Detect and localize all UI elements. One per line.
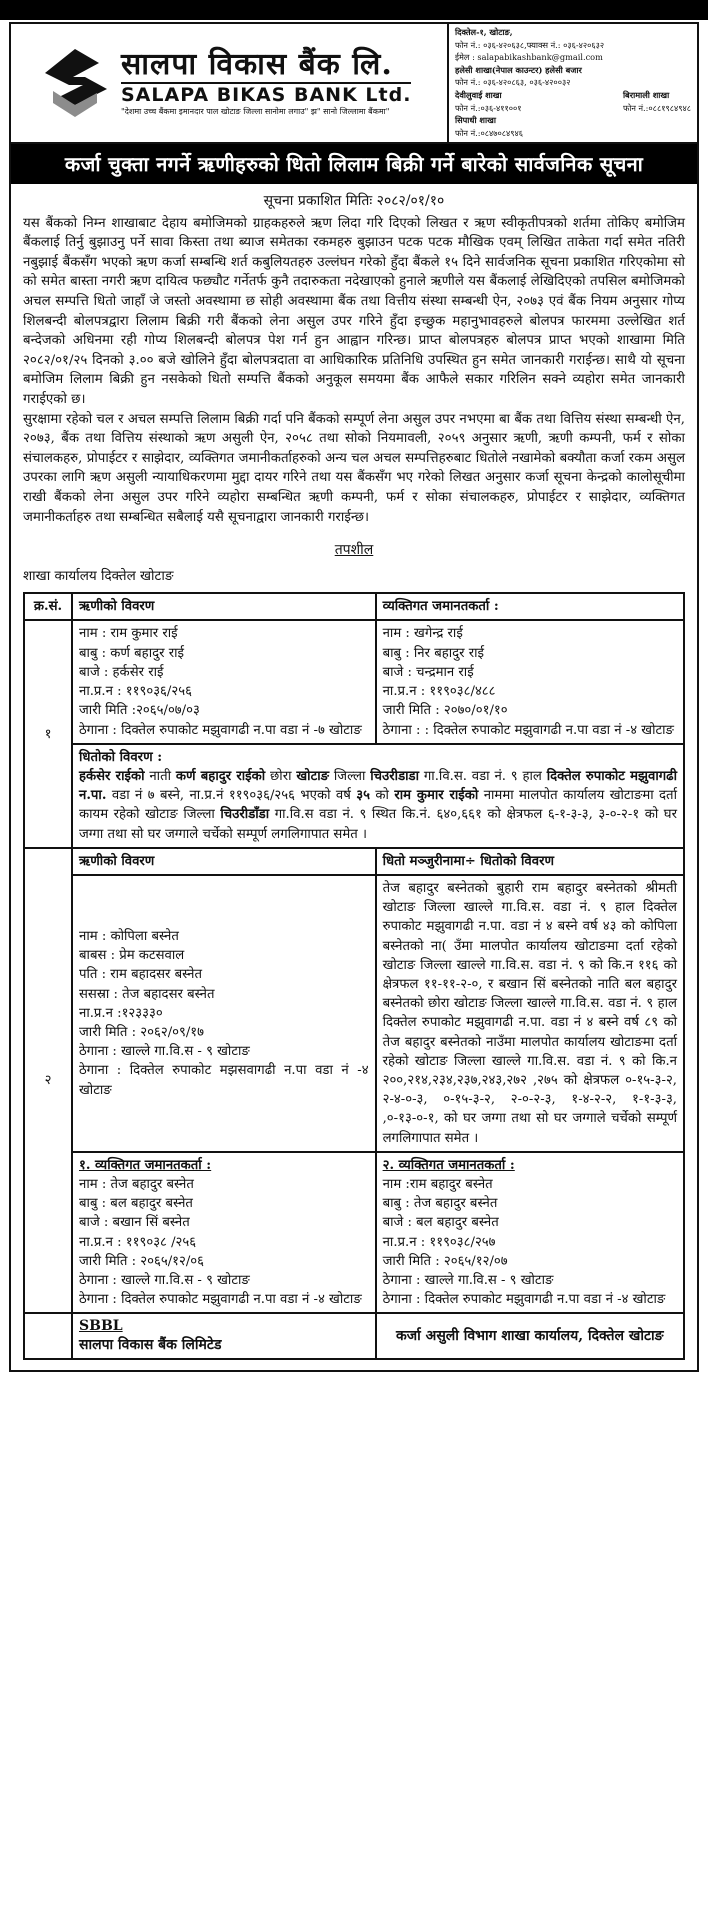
row2-guarantor2-line: बाबु : तेज बहादुर बस्नेत — [382, 1196, 498, 1212]
collateral-text-part: चिउरीडाँडा — [220, 807, 270, 823]
row2-guarantor1-line: ठेगाना : दिक्तेल रुपाकोट मझुवागढी न.पा वडा नं -४ खोटाङ — [79, 1292, 362, 1308]
col-header-guarantor: व्यक्तिगत जमानतकर्ता : — [376, 593, 684, 620]
row1-guarantor-line: ठेगाना : : दिक्तेल रुपाकोट मझुवागढी न.पा वडा नं -४ खोटाङ — [382, 722, 674, 738]
hq-label: दिक्तेल-१, खोटाङ, — [455, 27, 513, 37]
row1-borrower-cell — [72, 620, 376, 743]
details-table — [23, 592, 685, 1360]
row2-guarantor1-line: ना.प्र.न : ११९०३८ /२५६ — [79, 1234, 197, 1250]
row2-guarantor2-line: नाम :राम बहादुर बस्नेत — [382, 1176, 493, 1192]
bank-header — [11, 24, 697, 144]
row2-borrower-line: जारी मिति : २०६२/०९/१७ — [79, 1024, 205, 1040]
table-row — [24, 620, 684, 743]
table-row — [24, 848, 684, 875]
table-row — [24, 744, 684, 848]
collateral-text-part: छोरा — [265, 768, 297, 784]
row2-borrower-line: ठेगाना : खाल्ले गा.वि.स - ९ खोटाङ — [79, 1044, 250, 1060]
paragraph-1: यस बैंकको निम्न शाखाबाट देहाय बमोजिमको ग्राहकहरुले ऋण लिदा गरि दिएको लिखत र ऋण स्वीकृतीपत्रको शर्तमा तोकिए बमोजिम बैंकलाई तिर्नु बुझाउनु पर्ने सावा किस्ता तथा ब्याज समेतका रकमहरु बुझाउन पटक पटक मौखिक एवम् लिखित ताकेता गर्दा समेत नतिरी नबुझाई बैंकसँग भएको ऋण कर्जा सम्बन्धि शर्त कबुलियतहरु उल्लंघन गरेको हुँदा बैंकले १५ दिने सार्वजनिक सूचना प्रकाशित गरिएकोमा सो को समेत बास्ता नगरी ऋण दायित्व फछ्यौट गर्नेतर्फ कुनै तदारुकता नदेखाएको हुनाले ऋणीले यस बैंकलाई लेखिदिएको तपसिल बमोजिमको अचल सम्पत्ति धितो जाहाँ जे जस्तो अवस्थामा छ सोही अवस्थामा बैंक तथा वित्तीय संस्था सम्बन्धी ऐन, २०७३ एवं बैंक नियम अनुसार गोप्य शिलबन्दी बोलपत्रद्वारा लिलाम बिक्री गरी बैंकको लेना असुल उपर गरिने हुँदा इच्छुक महानुभावहरुले बोलपत्र फारममा उल्लेखित शर्त बन्देजको अधिनमा रही गोप्य शिलबन्दी बोलपत्र पेश गर्न हुन आह्वान गरिन्छ। प्राप्त बोलपत्रहरु बोलपत्र प्राप्त भएको शाखामा मिति २०८२/०१/२५ दिनको ३.०० बजे खोलिने हुँदा बोलपत्रदाता वा आधिकारिक प्रतिनिधि उपस्थित हुन समेत जानकारी गराईन्छ। साथै यो सूचना बमोजिम लिलाम बिक्री हुन नसकेको धितो सम्पत्ति बैंकको अनुकूल समयमा बैंक आफैले सकार गरिलिन सक्ने व्यहोरा समेत जानकारी गराईएको छ। — [23, 215, 685, 407]
branch-row — [455, 89, 691, 114]
row1-borrower-line: बाजे : हर्कसेर राई — [79, 664, 164, 680]
row1-guarantor-line: नाम : खगेन्द्र राई — [382, 626, 463, 642]
collateral-text-part: गा.वि.स वडा नं. ९ स्थित कि.नं. ६४०,६६१ को क्षेत्रफल ६-१-३-३, ३-०-२-१ को घर जग्गा तथा सो घर जग्गाले चर्चेको सम्पूर्ण लगलिगापात समेत । — [79, 807, 677, 842]
notice-sheet — [9, 22, 699, 1372]
table-footer-row — [24, 1313, 684, 1359]
row2-borrower-line: नाम : कोपिला बस्नेत — [79, 928, 179, 944]
collateral-text-part: गा.वि.स. वडा नं. ९ हाल — [419, 768, 547, 784]
collateral-text-part: कर्ण बहादुर राईको — [175, 768, 266, 784]
collateral-text-part: चिउरीडाडा — [370, 768, 420, 784]
branch4-label: सिपाधी शाखा — [455, 115, 496, 126]
row2-guarantor2-line: ठेगाना : दिक्तेल रुपाकोट मझुवागढी न.पा वडा नं -४ खोटाङ — [382, 1292, 666, 1308]
col-header-borrower: ऋणीको विवरण — [72, 593, 376, 620]
row1-borrower-line: ठेगाना : दिक्तेल रुपाकोट मझुवागढी न.पा वडा नं -७ खोटाङ — [79, 722, 362, 738]
branch3-phone: फोन नं.:०८८१९८४९४८ — [622, 102, 691, 113]
row2-guarantor2-cell — [376, 1152, 684, 1314]
row1-guarantor-line: बाबु : निर बहादुर राई — [382, 645, 485, 661]
collateral-text-part: नाती — [144, 768, 176, 784]
row2-guarantor1-line: नाम : तेज बहादुर बस्नेत — [79, 1176, 194, 1192]
contact-block — [447, 24, 697, 142]
branch1-label: हलेसी शाखा(नेपाल काउन्टर) हलेसी बजार — [455, 64, 582, 75]
branch-label: शाखा कार्यालय दिक्तेल खोटाङ — [23, 567, 174, 584]
publish-date: सूचना प्रकाशित मितिः २०८२/०१/१० — [263, 193, 445, 209]
row2-borrower-line: ससस्रा : तेज बहादसर बस्नेत — [79, 986, 215, 1002]
collateral-text-part: जिल्ला — [329, 768, 371, 784]
footer-bank-name: सालपा विकास बैंक लिमिटेड — [79, 1337, 222, 1354]
row1-collateral-text — [79, 769, 677, 842]
row2-borrower-cell — [72, 875, 376, 1152]
branch3-label: बिरामाली शाखा — [622, 89, 670, 100]
row2-guarantor1-line: जारी मिति : २०६५/१२/०६ — [79, 1253, 205, 1269]
row1-collateral-title: धितोको विवरण : — [79, 749, 163, 765]
collateral-text-part: हर्कसेर राईको — [79, 768, 145, 784]
row2-borrower-line: ठेगाना : दिक्तेल रुपाकोट मझसवागढी न.पा वडा नं -४ खोटाङ — [79, 1063, 369, 1098]
table-row — [24, 1152, 684, 1314]
row2-guarantor2-line: बाजे : बल बहादुर बस्नेत — [382, 1215, 499, 1231]
row2-borrower-line: बाबस : प्रेम कटसवाल — [79, 948, 185, 964]
brand-name-english: SALAPA BIKAS BANK Ltd. — [121, 84, 412, 106]
brand-text — [121, 48, 411, 118]
row1-guarantor-line: जारी मिति : २०७०/०१/१० — [382, 703, 508, 719]
row2-guarantor1-line: बाबु : बल बहादुर बस्नेत — [79, 1196, 193, 1212]
hq-phone: फोन नं.: ०३६-४२०६३८,फ्याक्स नं.: ०३६-४२०६३२ — [455, 39, 605, 50]
row2-guarantor1-line: ठेगाना : खाल्ले गा.वि.स - ९ खोटाङ — [79, 1272, 250, 1288]
row1-borrower-line: जारी मिति :२०६५/०७/०३ — [79, 703, 200, 719]
notice-body — [11, 184, 697, 1370]
collateral-text-part: दिक्तेल रुपाकोट मझुवागढी न.पा. — [79, 768, 677, 804]
footer-right-cell — [376, 1313, 684, 1359]
row2-guarantor2-title: २. व्यक्तिगत जमानतकर्ता : — [382, 1157, 515, 1173]
row2-borrower-line: पति : राम बहादसर बस्नेत — [79, 967, 202, 983]
footer-left-cell — [72, 1313, 376, 1359]
row1-guarantor-line: बाजे : चन्द्रमान राई — [382, 664, 474, 680]
branch2-phone: फोन नं.:०३६-४११००१ — [455, 102, 522, 113]
row2-guarantor1-cell — [72, 1152, 376, 1314]
row2-guarantor1-title: १. व्यक्तिगत जमानतकर्ता : — [79, 1157, 212, 1173]
email-text: ईमेल : salapabikashbank@gmail.com — [455, 52, 603, 63]
collateral-text-part: राम कुमार राईको — [394, 788, 479, 804]
row2-collateral-cell: तेज बहादुर बस्नेतको बुहारी राम बहादुर बस्नेतको श्रीमती खोटाङ जिल्ला खाल्ले गा.वि.स. वडा नं. ९ हाल दिक्तेल रुपाकोट मझुवागढी न.पा. वडा नं ४ बस्ने वर्ष ४३ को कोपिला बस्नेतको ना( उँमा मालपोत कार्यालय खोटाङमा दर्ता रहेको खोटाङ जिल्ला खाल्ले गा.वि.स. वडा नं. ९ को कि.न ११६ को क्षेत्रफल ११-११-२-०, र बखान सिं बस्नेतको नाति बल बहादुर बस्नेतको छोरा खोटाङ जिल्ला खाल्ले गा.वि.स. वडा नं. ९ हाल दिक्तेल रुपाकोट मझुवागढी न.पा. वडा नं ४ बस्ने वर्ष ८९ को तेज बहादुर बस्नेतको नाउँमा मालपोत कार्यालय खोटाङमा दर्ता रहेको खोटाङ जिल्ला खाल्ले गा.वि.स. वडा नं. ९ को कि.न २००,२१४,२३४,२३७,२४३,२७२ ,२७५ को क्षेत्रफल ०-१५-३-२, २-४-०-३, ०-१५-३-२, २-०-२-३, १-४-२-२, १-१-३-३, ,०-१३-०-१, को घर जग्गा तथा सो घर जग्गाले चर्चेको सम्पूर्ण लगलिगापात समेत । — [376, 875, 684, 1152]
branch4-phone: फोन नं.:०८४७०८४९४६ — [455, 127, 524, 138]
brand-name-nepali: सालपा विकास बैंक लि. — [121, 47, 393, 82]
row1-guarantor-line: ना.प्र.न : ११९०३८/४८८ — [382, 684, 496, 700]
row2-borrower-line: ना.प्र.न :१२३३३० — [79, 1005, 163, 1021]
row2-header-borrower: ऋणीको विवरण — [72, 848, 376, 875]
row2-guarantor2-line: जारी मिति : २०६५/१२/०७ — [382, 1253, 508, 1269]
top-black-bar — [0, 0, 708, 20]
tapsil-heading: तपशील — [334, 542, 374, 559]
row2-sn: २ — [24, 848, 72, 1314]
footer-spacer — [24, 1313, 72, 1359]
row1-borrower-line: बाबु : कर्ण बहादुर राई — [79, 645, 184, 661]
bank-logo-icon — [39, 47, 109, 119]
row2-guarantor1-line: बाजे : बखान सिं बस्नेत — [79, 1215, 190, 1231]
brand-block — [11, 24, 447, 142]
notice-page — [9, 0, 699, 1372]
collateral-text-part: ३५ — [356, 788, 370, 804]
branch2-label: देवीलुवाई शाखा — [455, 89, 502, 100]
notice-title-banner: कर्जा चुक्ता नगर्ने ऋणीहरुको धितो लिलाम बिक्री गर्ने बारेको सार्वजनिक सूचना — [11, 144, 697, 184]
row1-collateral-cell — [72, 744, 684, 848]
col-header-sn: क्र.सं. — [24, 593, 72, 620]
branch1-phone: फोन नं.: ०३६-४२०८६३, ०३६-४२००३२ — [455, 77, 571, 88]
row2-guarantor2-line: ना.प्र.न : ११९०३८/२५७ — [382, 1234, 496, 1250]
collateral-text-part: को — [369, 788, 395, 804]
row1-borrower-line: ना.प्र.न : ११९०३६/२५६ — [79, 684, 192, 700]
table-row — [24, 875, 684, 1152]
collateral-text-part: खोटाङ — [296, 768, 330, 784]
paragraph-2: सुरक्षामा रहेको चल र अचल सम्पत्ति लिलाम बिक्री गर्दा पनि बैंकको सम्पूर्ण लेना असुल उपर नभएमा बा बैंक तथा वित्तिय संस्था सम्बन्धी ऐन, २०७३, बैंक तथा वित्तिय संस्थाको ऋण असुली ऐन, २०५८ तथा सोको नियमावली, २०५९ अनुसार ऋणी, ऋणी कम्पनी, फर्म र सोका संचालकहरु, प्रोपाईटर र साझेदार, व्यक्तिगत जमानीकर्ताहरुको अन्य चल अचल सम्पत्तिहरुबाट धितोले नखामेको बक्यौता कर्जा रकम असुल उपरका लागि ऋण असुली न्यायाधिकरणमा मुद्दा दायर गरिने तथा यस बैंकसँग भए गरेको लिखत अनुसार कर्जा सूचना केन्द्रको कालोसूचीमा राखी बैंकको लेना असुल उपर गरिने व्यहोरा सम्बन्धित ऋणी कम्पनी, फर्म र सोका संचालकहरु, प्रोपाईटर र साझेदार, व्यक्तिगत जमानीकर्ताहरु तथा सम्बन्धित सबैलाई यसै सूचनाद्वारा जानकारी गराईन्छ। — [23, 411, 685, 525]
row2-guarantor2-line: ठेगाना : खाल्ले गा.वि.स - ९ खोटाङ — [382, 1272, 554, 1288]
row1-guarantor-cell — [376, 620, 684, 743]
table-header-row — [24, 593, 684, 620]
row1-borrower-line: नाम : राम कुमार राई — [79, 626, 178, 642]
row2-header-collateral: धितो मञ्जुरीनामा÷ धितोको विवरण — [376, 848, 684, 875]
collateral-text-part: नाममा मालपोत कार्यालय खोटाङमा दर्ता कायम रहेको खोटाङ जिल्ला — [79, 788, 677, 823]
brand-tagline: "देशमा उच्च बैंकमा इमानदार पाल खोटाङ जिल्ला सानोमा लगाउ" झ" सानो जिल्लामा बैंकमा" — [121, 107, 390, 116]
row1-sn: १ — [24, 620, 72, 847]
footer-bank-abbr: SBBL — [79, 1318, 123, 1335]
collateral-text-part: वडा नं ७ बस्ने, ना.प्र.नं ११९०३६/२५६ भएको वर्ष — [106, 788, 357, 804]
footer-department: कर्जा असुली विभाग शाखा कार्यालय, दिक्तेल खोटाङ — [395, 1327, 664, 1344]
